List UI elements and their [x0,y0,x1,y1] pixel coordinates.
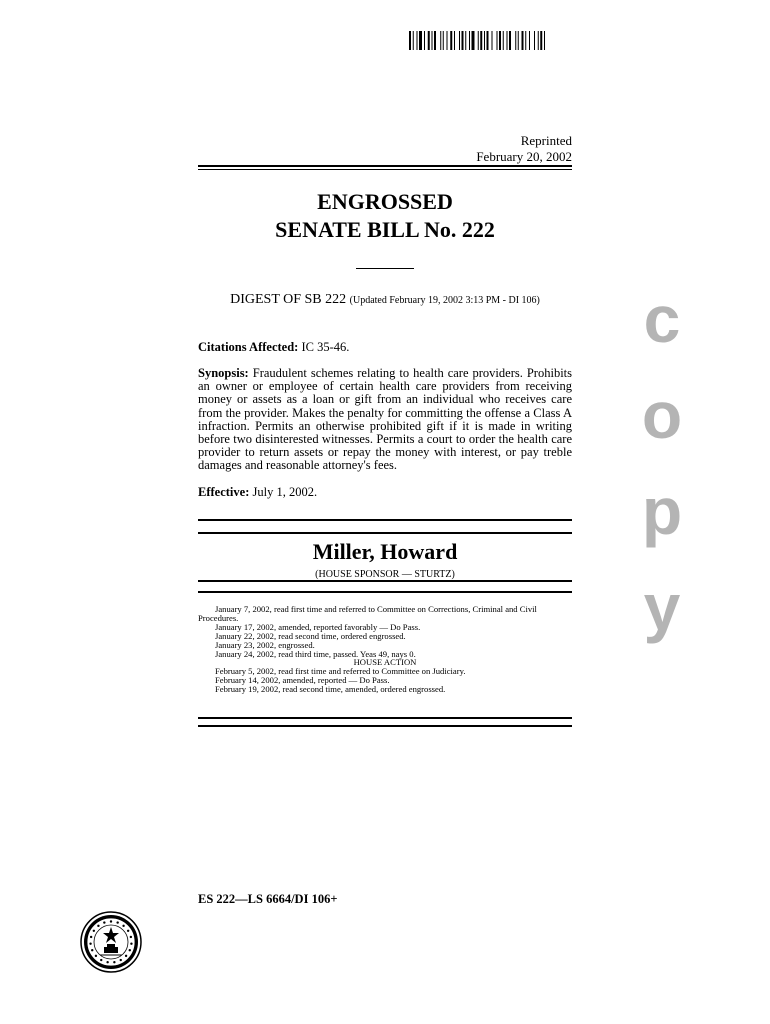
divider [198,580,572,582]
watermark-letter: o [641,378,683,452]
effective-date [198,486,572,499]
watermark-letter: c [643,282,681,356]
reprinted-label: Reprinted [520,133,572,148]
barcode [409,31,588,50]
divider [198,519,572,521]
house-action-heading: HOUSE ACTION [353,657,417,668]
watermark-letter: y [643,570,681,644]
citations-value: IC 35-46. [301,340,350,354]
house-sponsor: (HOUSE SPONSOR — STURTZ) [315,569,455,580]
history-entry: January 22, 2002, read second time, ordered engrossed. [215,630,406,641]
history-entry: February 5, 2002, read first time and referred to Committee on Judiciary. [215,666,466,677]
history-entry: February 14, 2002, amended, reported — Do Pass. [215,675,390,686]
history-entry: January 17, 2002, amended, reported favorably — Do Pass. [215,621,421,632]
divider [198,165,572,167]
history-entry: January 24, 2002, read third time, passed. Yeas 49, nays 0. [215,648,416,659]
digest-heading [198,292,572,308]
document-code: ES 222—LS 6664/DI 106+ [198,892,338,906]
digest-updated: (Updated February 19, 2002 3:13 PM - DI 106) [349,295,540,306]
digest-label: DIGEST OF SB 222 [230,292,347,307]
divider [198,169,572,170]
divider [198,717,572,719]
short-divider [356,268,414,269]
history-entry: January 7, 2002, read first time and referred to Committee on Corrections, Criminal and Civil Procedures. [198,604,537,623]
state-seal-icon [80,911,142,973]
bill-title-line2: SENATE BILL No. 222 [275,217,495,242]
citations-label: Citations Affected: [198,340,299,354]
effective-label: Effective: [198,485,250,499]
reprinted-date: February 20, 2002 [476,149,572,164]
divider [198,725,572,727]
divider [198,591,572,593]
effective-value: July 1, 2002. [252,485,318,499]
synopsis-label: Synopsis: [198,366,249,380]
divider [198,532,572,534]
history-entry: February 19, 2002, read second time, amended, ordered engrossed. [215,684,446,695]
synopsis [198,367,572,473]
watermark-letter: p [641,474,683,548]
senate-sponsor: Miller, Howard [312,539,458,564]
bill-title-line1: ENGROSSED [317,189,453,214]
legislative-history [198,605,572,694]
synopsis-text: Fraudulent schemes relating to health care providers. Prohibits an owner or employee of certain health care providers from receiving money or assets as a loan or gift from an individual who receives care from the provider. Makes the penalty for committing the offense a Class A infraction. Permits an otherwise prohibited gift if it is made in writing before two disinterested witnesses. Permits a court to order the health care provider to return assets or repay the money with interest, or pay treble damages and reasonable attorney's fees. [198,366,572,473]
citations-affected [198,341,572,354]
history-entry: January 23, 2002, engrossed. [215,639,315,650]
